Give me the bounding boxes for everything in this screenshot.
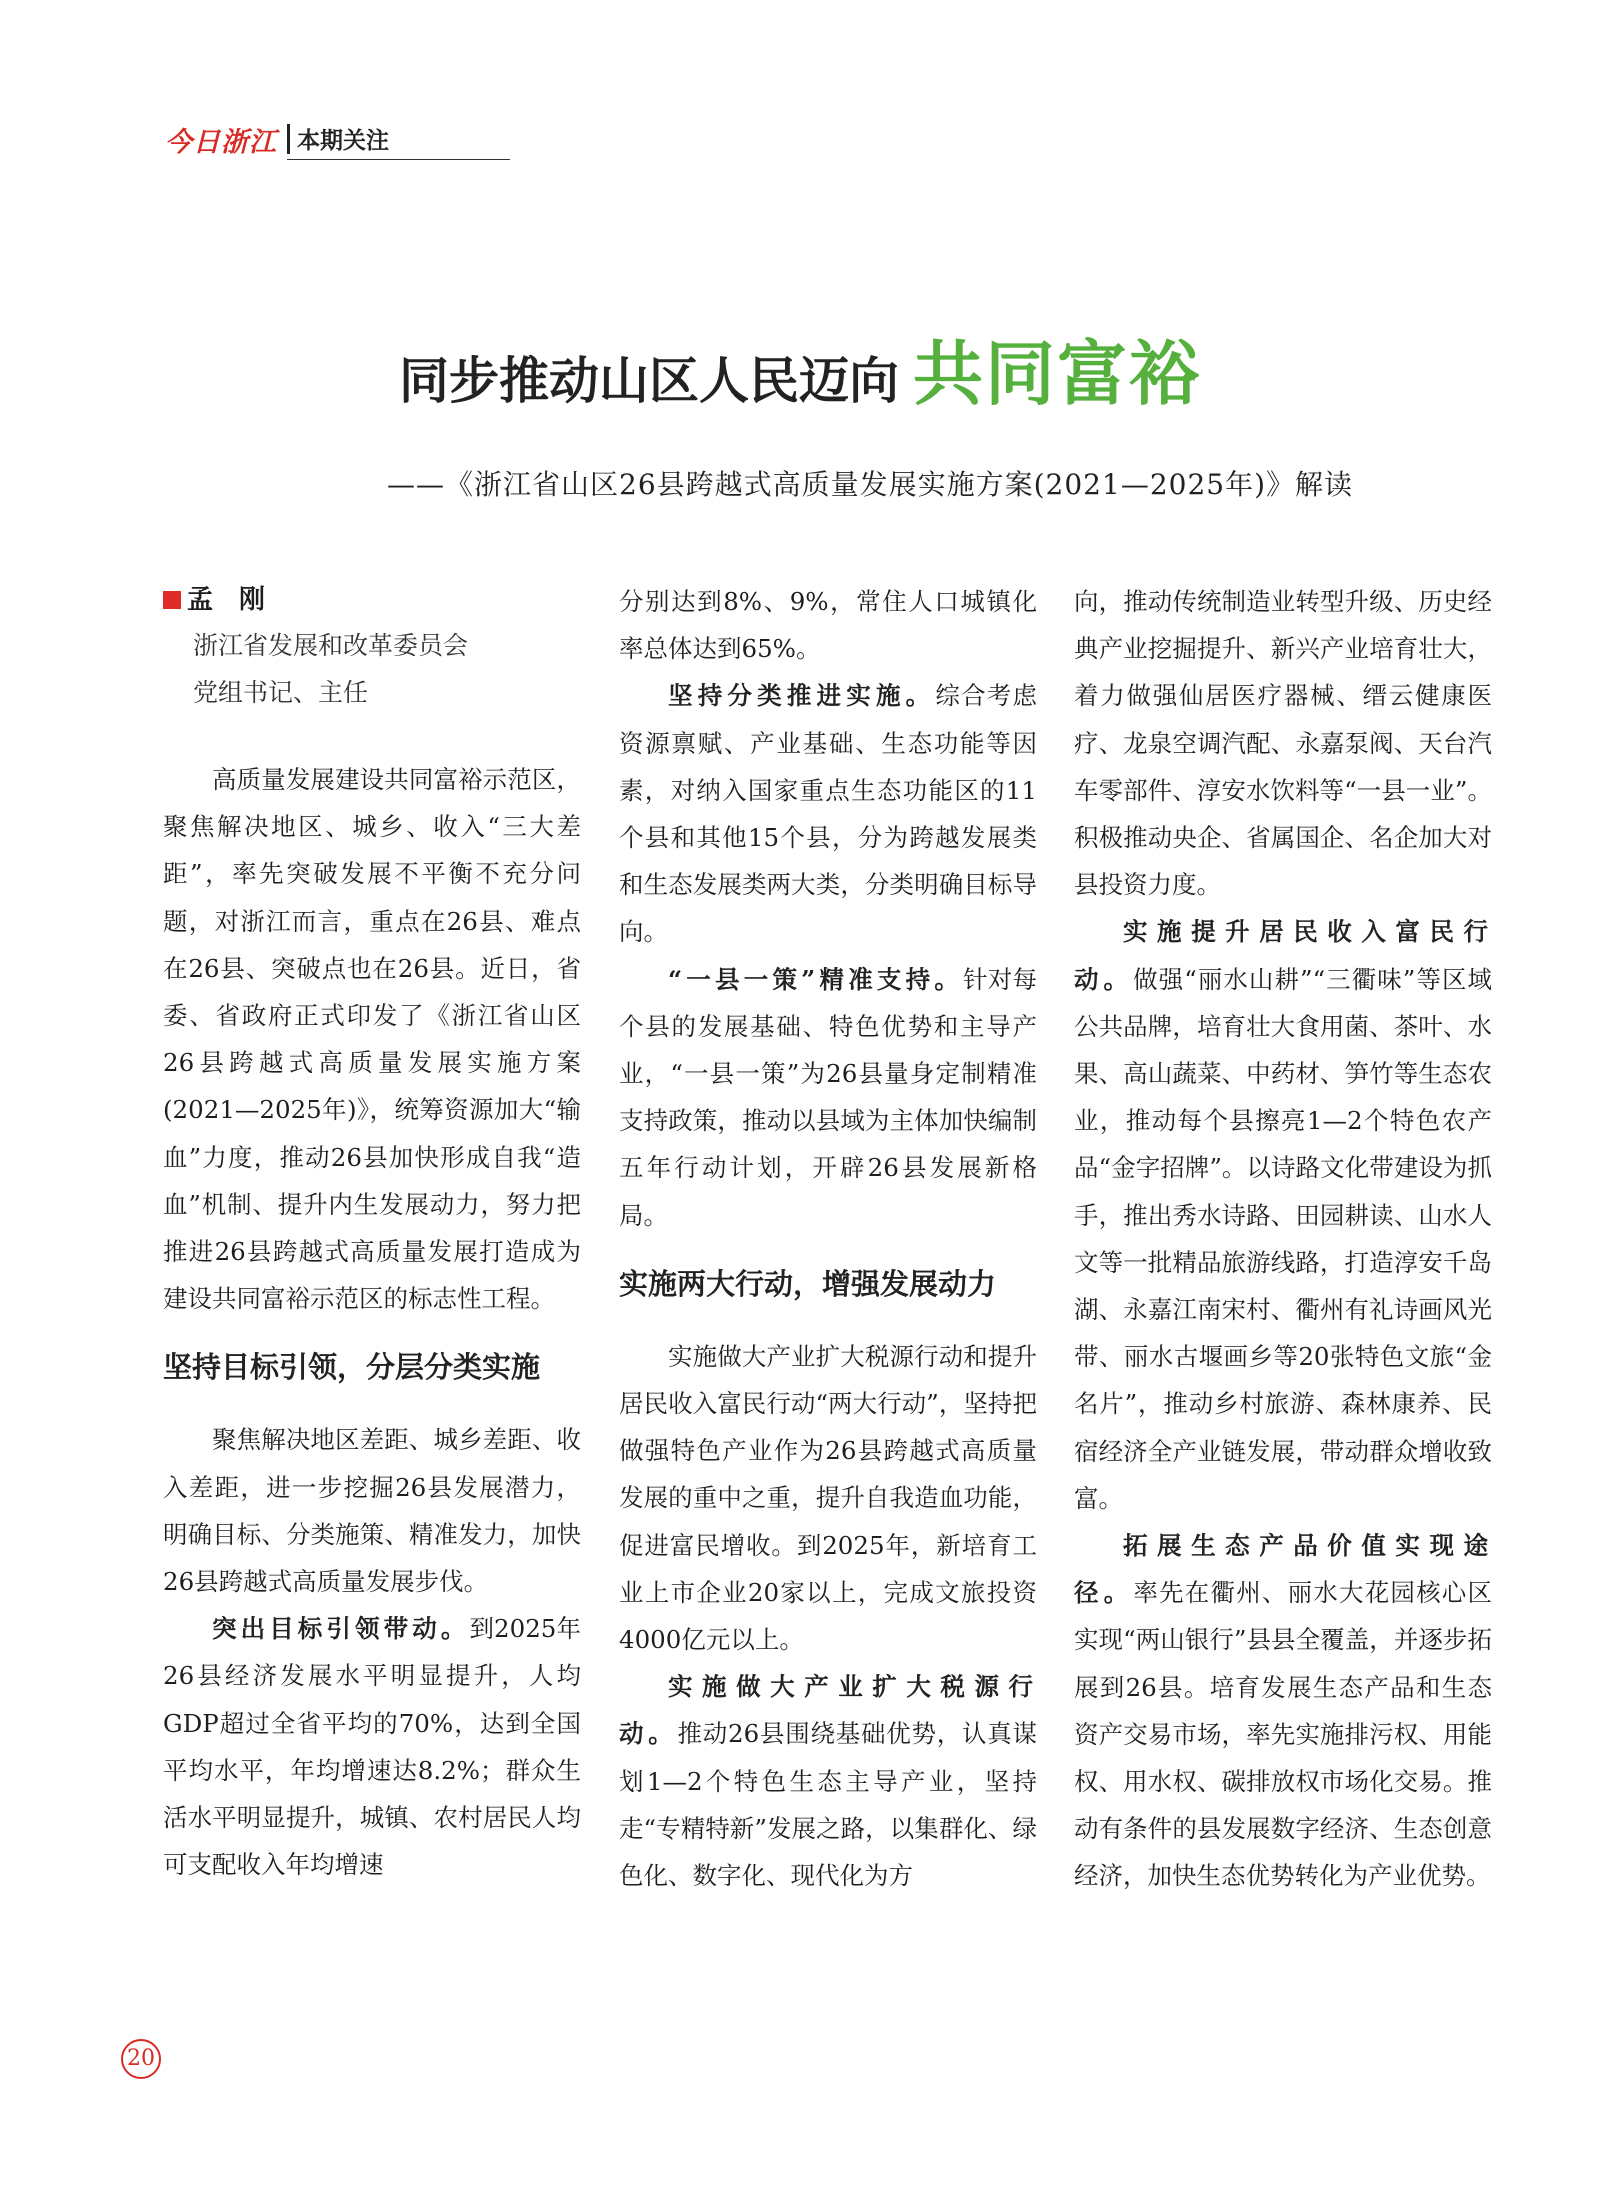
paragraph-body: 率先在衢州、丽水大花园核心区实现“两山银行”县县全覆盖，并逐步拓展到26县。培育发展生态产品和生态资产交易市场，率先实施排污权、用能权、用水权、碳排放权市场化交易。推动有条件的县发展数字经济、生态创意经济，加快生态优势转化为产业优势。 <box>1074 1578 1493 1891</box>
paragraph-lead: 实施提升居民收入富民行动。 <box>1074 917 1492 994</box>
author-name <box>163 578 581 622</box>
page-number: 20 <box>121 2039 161 2079</box>
paragraph <box>619 1663 1037 1899</box>
paragraph: 分别达到8%、9%，常住人口城镇化率总体达到65%。 <box>619 587 1037 664</box>
paragraph-lead: 实施做大产业扩大税源行动。 <box>619 1672 1037 1749</box>
author-name-text: 孟 刚 <box>187 585 266 615</box>
paragraph <box>619 672 1037 955</box>
column-2 <box>619 578 1037 1899</box>
paragraph: 高质量发展建设共同富裕示范区，聚焦解决地区、城乡、收入“三大差距”，率先突破发展不平衡不充分问题，对浙江而言，重点在26县、难点在26县、突破点也在26县。近日，省委、省政府正式印发了《浙江省山区26县跨越式高质量发展实施方案(2021—2025年)》，统筹资源加大“输血”力度，推动26县加快形成自我“造血”机制、提升内生发展动力，努力把推进26县跨越式高质量发展打造成为建设共同富裕示范区的标志性工程。 <box>163 765 581 1314</box>
page-header <box>165 118 510 160</box>
column-3 <box>1074 578 1492 1900</box>
magazine-logo: 今日浙江 <box>165 127 277 158</box>
header-divider <box>287 124 290 154</box>
section-heading: 实施两大行动，增强发展动力 <box>619 1266 997 1301</box>
paragraph-lead: 拓展生态产品价值实现途径。 <box>1074 1531 1492 1608</box>
article-title <box>0 318 1600 419</box>
paragraph <box>1074 1522 1492 1900</box>
paragraph-body: 推动26县围绕基础优势，认真谋划1—2个特色生态主导产业，坚持走“专精特新”发展之路，以集群化、绿色化、数字化、现代化为方 <box>619 1719 1037 1891</box>
paragraph <box>619 956 1037 1239</box>
paragraph-lead: “一县一策”精准支持。 <box>668 964 964 994</box>
article-subtitle: ——《浙江省山区26县跨越式高质量发展实施方案(2021—2025年)》解读 <box>387 468 1353 501</box>
paragraph-lead: 突出目标引领带动。 <box>212 1614 470 1644</box>
paragraph <box>163 1605 581 1888</box>
section-heading: 坚持目标引领，分层分类实施 <box>163 1350 541 1385</box>
paragraph <box>1074 908 1492 1522</box>
paragraph-body: 综合考虑资源禀赋、产业基础、生态功能等因素，对纳入国家重点生态功能区的11个县和其他15个县，分为跨越发展类和生态发展类两大类，分类明确目标导向。 <box>619 681 1037 947</box>
section-label: 本期关注 <box>297 128 389 154</box>
title-accent: 共同富裕 <box>913 333 1201 415</box>
header-rule <box>287 159 510 160</box>
column-1 <box>163 578 581 1888</box>
author-affiliation-1: 浙江省发展和改革委员会 <box>193 631 469 660</box>
author-affiliation-2: 党组书记、主任 <box>193 678 369 707</box>
title-main: 同步推动山区人民迈向 <box>399 351 899 410</box>
paragraph-body: 针对每个县的发展基础、特色优势和主导产业，“一县一策”为26县量身定制精准支持政策，推动以县域为主体加快编制五年行动计划，开辟26县发展新格局。 <box>619 964 1038 1230</box>
paragraph-body: 做强“丽水山耕”“三衢味”等区域公共品牌，培育壮大食用菌、茶叶、水果、高山蔬菜、中药材、笋竹等生态农业，推动每个县擦亮1—2个特色农产品“金字招牌”。以诗路文化带建设为抓手，推出秀水诗路、田园耕读、山水人文等一批精品旅游线路，打造淳安千岛湖、永嘉江南宋村、衢州有礼诗画风光带、丽水古堰画乡等20张特色文旅“金名片”，推动乡村旅游、森林康养、民宿经济全产业链发展，带动群众增收致富。 <box>1074 964 1493 1513</box>
paragraph: 实施做大产业扩大税源行动和提升居民收入富民行动“两大行动”，坚持把做强特色产业作为26县跨越式高质量发展的重中之重，提升自我造血功能，促进富民增收。到2025年，新培育工业上市企业20家以上，完成文旅投资4000亿元以上。 <box>619 1341 1037 1655</box>
paragraph-body: 到2025年26县经济发展水平明显提升，人均GDP超过全省平均的70%，达到全国平均水平，年均增速达8.2%；群众生活水平明显提升，城镇、农村居民人均可支配收入年均增速 <box>163 1614 581 1880</box>
author-marker-icon <box>163 591 181 609</box>
paragraph: 聚焦解决地区差距、城乡差距、收入差距，进一步挖掘26县发展潜力，明确目标、分类施策、精准发力，加快26县跨越式高质量发展步伐。 <box>163 1425 581 1597</box>
paragraph-lead: 坚持分类推进实施。 <box>668 681 936 711</box>
paragraph: 向，推动传统制造业转型升级、历史经典产业挖掘提升、新兴产业培育壮大，着力做强仙居医疗器械、缙云健康医疗、龙泉空调汽配、永嘉泵阀、天台汽车零部件、淳安水饮料等“一县一业”。积极推动央企、省属国企、名企加大对县投资力度。 <box>1074 587 1492 900</box>
